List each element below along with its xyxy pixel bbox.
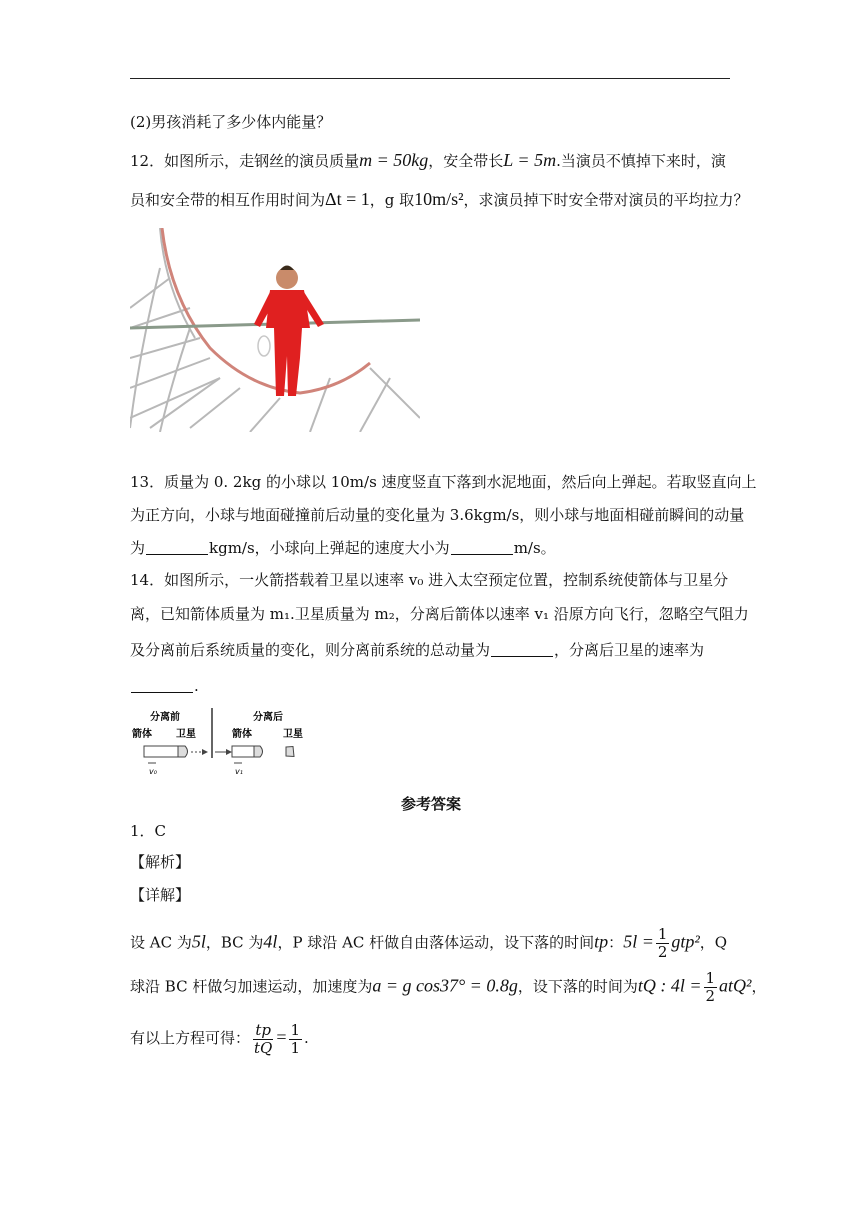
solution-text: ， bbox=[751, 977, 767, 996]
time-ratio-fraction bbox=[252, 1022, 274, 1057]
bc-length: 4l bbox=[263, 931, 278, 952]
after-label: 分离后 bbox=[253, 712, 283, 723]
solution-text: ： bbox=[608, 933, 624, 952]
ac-length: 5l bbox=[191, 931, 206, 952]
q11-part2: (2)男孩消耗了多少体内能量？ bbox=[130, 113, 332, 131]
answer-1: 1．C bbox=[130, 822, 167, 840]
solution-line3 bbox=[130, 1020, 732, 1057]
mass-formula: m = 50kg bbox=[359, 150, 429, 170]
satellite-label-before: 卫星 bbox=[176, 729, 196, 740]
header-rule bbox=[130, 78, 730, 79]
equation2-left: tQ : 4l = bbox=[637, 975, 702, 996]
q14-line4 bbox=[130, 676, 732, 696]
satellite-label-after: 卫星 bbox=[283, 729, 303, 740]
q13-text: 为 bbox=[130, 539, 146, 557]
solution-line2 bbox=[130, 969, 767, 1005]
fraction-numerator: 1 bbox=[657, 925, 668, 943]
v1-label: v₁ bbox=[235, 767, 243, 776]
ratio-value-numerator: 1 bbox=[290, 1020, 301, 1039]
q13-text: m/s。 bbox=[513, 539, 556, 557]
q12-text: ，安全带长 bbox=[428, 152, 504, 170]
rocket-separation-diagram bbox=[130, 708, 310, 776]
before-label: 分离前 bbox=[150, 712, 180, 723]
solution-text: 设 AC 为 bbox=[130, 933, 192, 952]
answer-blank-speed[interactable] bbox=[451, 540, 513, 555]
q12-line2 bbox=[130, 189, 749, 210]
q14-line3 bbox=[130, 640, 732, 660]
equation1-right: gtp² bbox=[671, 931, 700, 952]
body-label-before: 箭体 bbox=[132, 729, 152, 740]
analysis-label: 【解析】 bbox=[130, 853, 191, 871]
q13-line1: 13．质量为 0. 2kg 的小球以 10m/s 速度竖直下落到水泥地面，然后向上弹起。若取竖直向上 bbox=[130, 473, 757, 491]
fraction-denominator: 2 bbox=[705, 987, 716, 1005]
fraction-denominator: 2 bbox=[657, 943, 668, 961]
q14-text: ，分离后卫星的速率为 bbox=[554, 641, 705, 659]
tightrope-walker-image bbox=[130, 228, 420, 432]
solution-line1 bbox=[130, 925, 732, 961]
ratio-numerator: tp bbox=[255, 1020, 271, 1039]
answer-blank-momentum[interactable] bbox=[146, 540, 208, 555]
q14-text: 及分离前后系统质量的变化，则分离前系统的总动量为 bbox=[130, 641, 491, 659]
ratio-value-denominator: 1 bbox=[290, 1038, 301, 1057]
fraction-half bbox=[656, 926, 670, 961]
q12-text: 员和安全带的相互作用时间为 bbox=[130, 191, 326, 209]
body-label-after: 箭体 bbox=[232, 729, 252, 740]
equation2-right: atQ² bbox=[719, 975, 752, 996]
fraction-half bbox=[704, 970, 718, 1005]
q12-text: ，g 取 bbox=[369, 191, 415, 209]
ratio-equals: = bbox=[276, 1027, 287, 1047]
q12-line1 bbox=[130, 150, 732, 171]
solution-text: ，P 球沿 AC 杆做自由落体运动，设下落的时间 bbox=[277, 933, 595, 952]
q13-text: kgm/s，小球向上弹起的速度大小为 bbox=[209, 539, 450, 557]
q12-text: ，求演员掉下时安全带对演员的平均拉力？ bbox=[463, 191, 749, 209]
solution-text: . bbox=[304, 1029, 309, 1047]
length-formula: L = 5m bbox=[503, 150, 557, 170]
q12-text: .当演员不慎掉下来时，演 bbox=[556, 152, 726, 170]
time-formula: Δt = 1 bbox=[325, 189, 370, 209]
q12-text: 12．如图所示，走钢丝的演员质量 bbox=[130, 152, 360, 170]
fraction-numerator: 1 bbox=[705, 969, 716, 987]
answers-heading: 参考答案 bbox=[400, 795, 461, 813]
equation1-left: 5l = bbox=[623, 931, 654, 952]
v0-label: v₀ bbox=[149, 767, 157, 776]
solution-text: ，Q bbox=[699, 933, 728, 952]
solution-text: 球沿 BC 杆做匀加速运动，加速度为 bbox=[130, 977, 373, 996]
answer-blank-satellite-speed[interactable] bbox=[131, 678, 193, 693]
q13-line2: 为正方向，小球与地面碰撞前后动量的变化量为 3.6kgm/s，则小球与地面相碰前瞬间的动量 bbox=[130, 506, 745, 524]
solution-text: 有以上方程可得： bbox=[130, 1029, 251, 1047]
gravity-value: 10m/s² bbox=[414, 189, 464, 209]
solution-text: ，设下落的时间为 bbox=[517, 977, 638, 996]
answer-blank-total-momentum[interactable] bbox=[491, 642, 553, 657]
time-p: tp bbox=[594, 931, 609, 952]
q13-line3 bbox=[130, 538, 732, 558]
solution-text: ，BC 为 bbox=[205, 933, 264, 952]
acceleration-formula: a = g cos37° = 0.8g bbox=[372, 975, 518, 996]
ratio-denominator: tQ bbox=[254, 1038, 273, 1057]
ratio-value-fraction bbox=[289, 1022, 303, 1057]
q14-line1: 14．如图所示，一火箭搭载着卫星以速率 v₀ 进入太空预定位置，控制系统使箭体与卫星分 bbox=[130, 571, 729, 589]
q14-line2: 离，已知箭体质量为 m₁.卫星质量为 m₂，分离后箭体以速率 v₁ 沿原方向飞行，忽略空气阻力 bbox=[130, 605, 749, 623]
q14-text: . bbox=[194, 677, 199, 695]
detail-label: 【详解】 bbox=[130, 886, 191, 904]
